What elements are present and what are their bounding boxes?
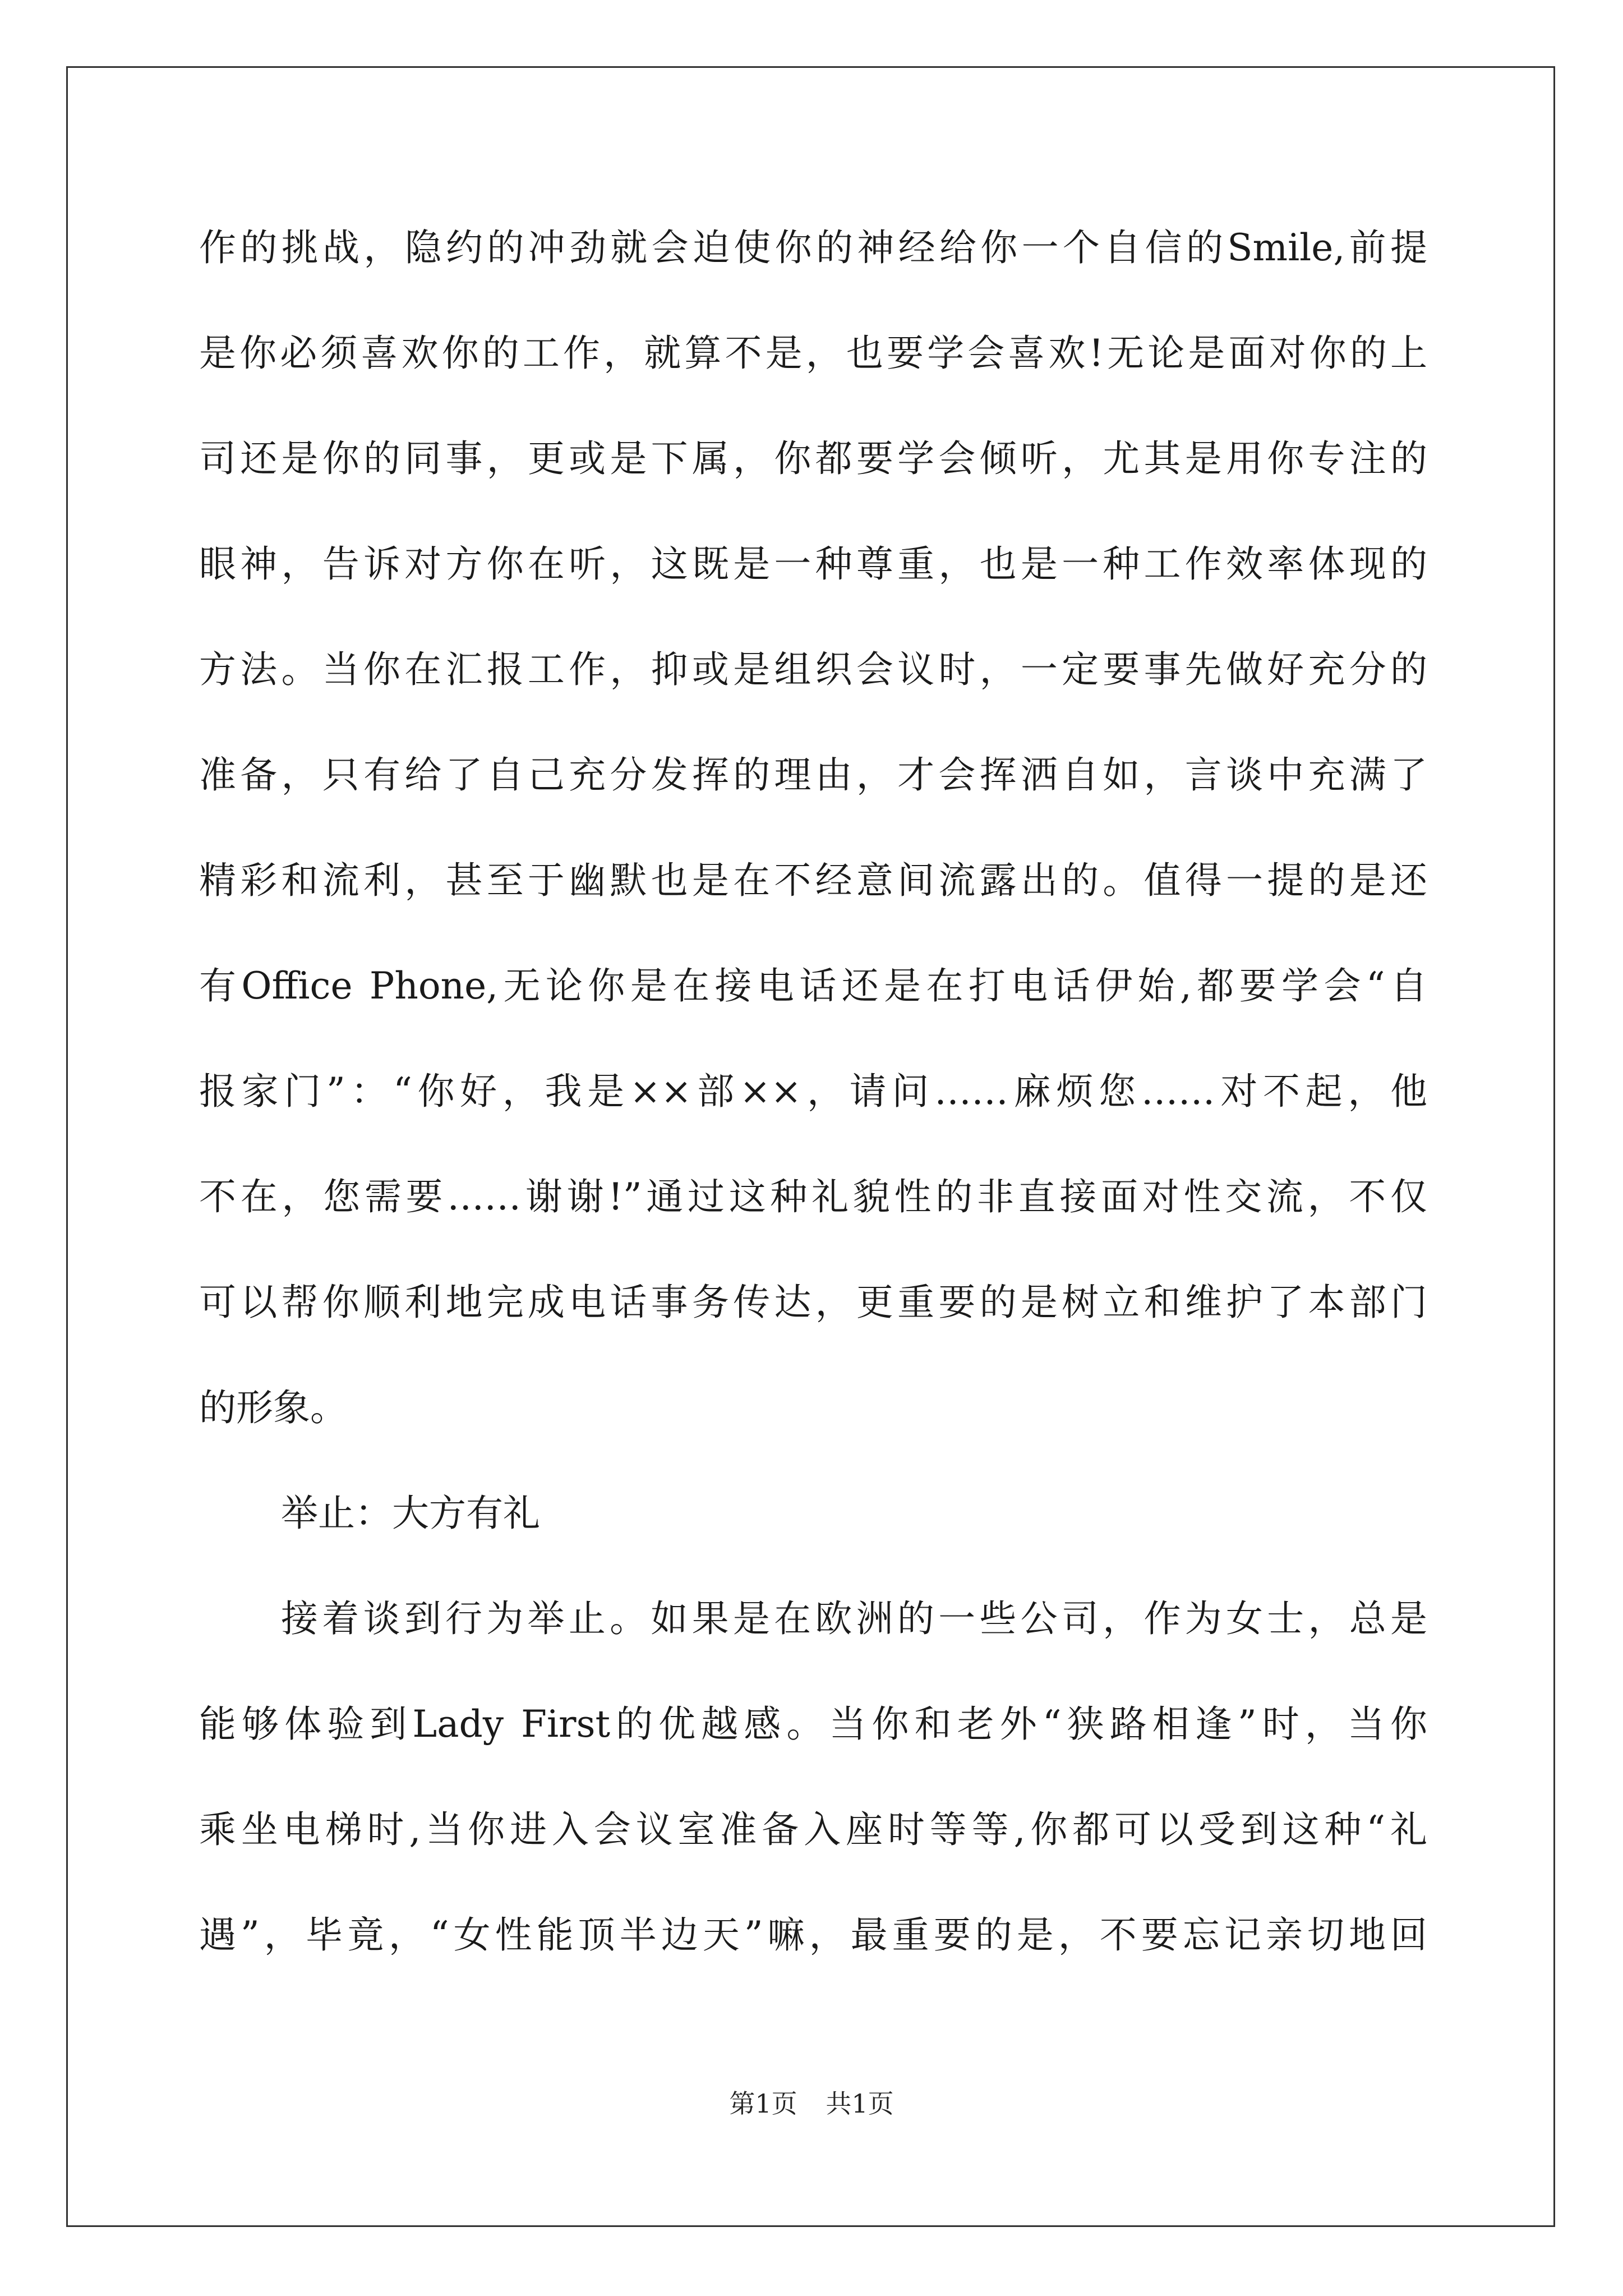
paragraph-1-line-4: 眼神，告诉对方你在听，这既是一种尊重，也是一种工作效率体现的 [199,542,1427,586]
paragraph-1-line-9: 报家门”：“你好，我是××部××，请问……麻烦您……对不起，他 [199,1070,1427,1113]
paragraph-1-line-11: 可以帮你顺利地完成电话事务传达，更重要的是树立和维护了本部门 [199,1281,1427,1324]
paragraph-1-line-1: 作的挑战，隐约的冲劲就会迫使你的神经给你一个自信的Smile,前提 [199,226,1427,269]
page-footer [0,2088,1623,2119]
page-number: 第1页 [729,2088,797,2119]
paragraph-1-line-6: 准备，只有给了自己充分发挥的理由，才会挥洒自如，言谈中充满了 [199,753,1427,797]
section-heading: 举止：大方有礼 [281,1492,540,1535]
paragraph-2-line-3: 乘坐电梯时,当你进入会议室准备入座时等等,你都可以受到这种“礼 [199,1808,1427,1851]
paragraph-1-line-10: 不在，您需要……谢谢!”通过这种礼貌性的非直接面对性交流，不仅 [199,1175,1427,1218]
paragraph-1-line-7: 精彩和流利，甚至于幽默也是在不经意间流露出的。值得一提的是还 [199,859,1427,902]
paragraph-2-line-1: 接着谈到行为举止。如果是在欧洲的一些公司，作为女士，总是 [281,1597,1427,1640]
paragraph-1-line-12: 的形象。 [199,1386,347,1429]
paragraph-2-line-2: 能够体验到Lady First的优越感。当你和老外“狭路相逢”时，当你 [199,1703,1427,1746]
paragraph-1-line-5: 方法。当你在汇报工作，抑或是组织会议时，一定要事先做好充分的 [199,648,1427,691]
page-total: 共1页 [826,2088,894,2119]
document-body [199,219,1427,2012]
paragraph-1-line-3: 司还是你的同事，更或是下属，你都要学会倾听，尤其是用你专注的 [199,437,1427,480]
paragraph-1-line-8: 有Office Phone,无论你是在接电话还是在打电话伊始,都要学会“自 [199,964,1427,1007]
paragraph-2-line-4: 遇”，毕竟，“女性能顶半边天”嘛，最重要的是，不要忘记亲切地回 [199,1913,1427,1957]
paragraph-1-line-2: 是你必须喜欢你的工作，就算不是，也要学会喜欢!无论是面对你的上 [199,332,1427,375]
